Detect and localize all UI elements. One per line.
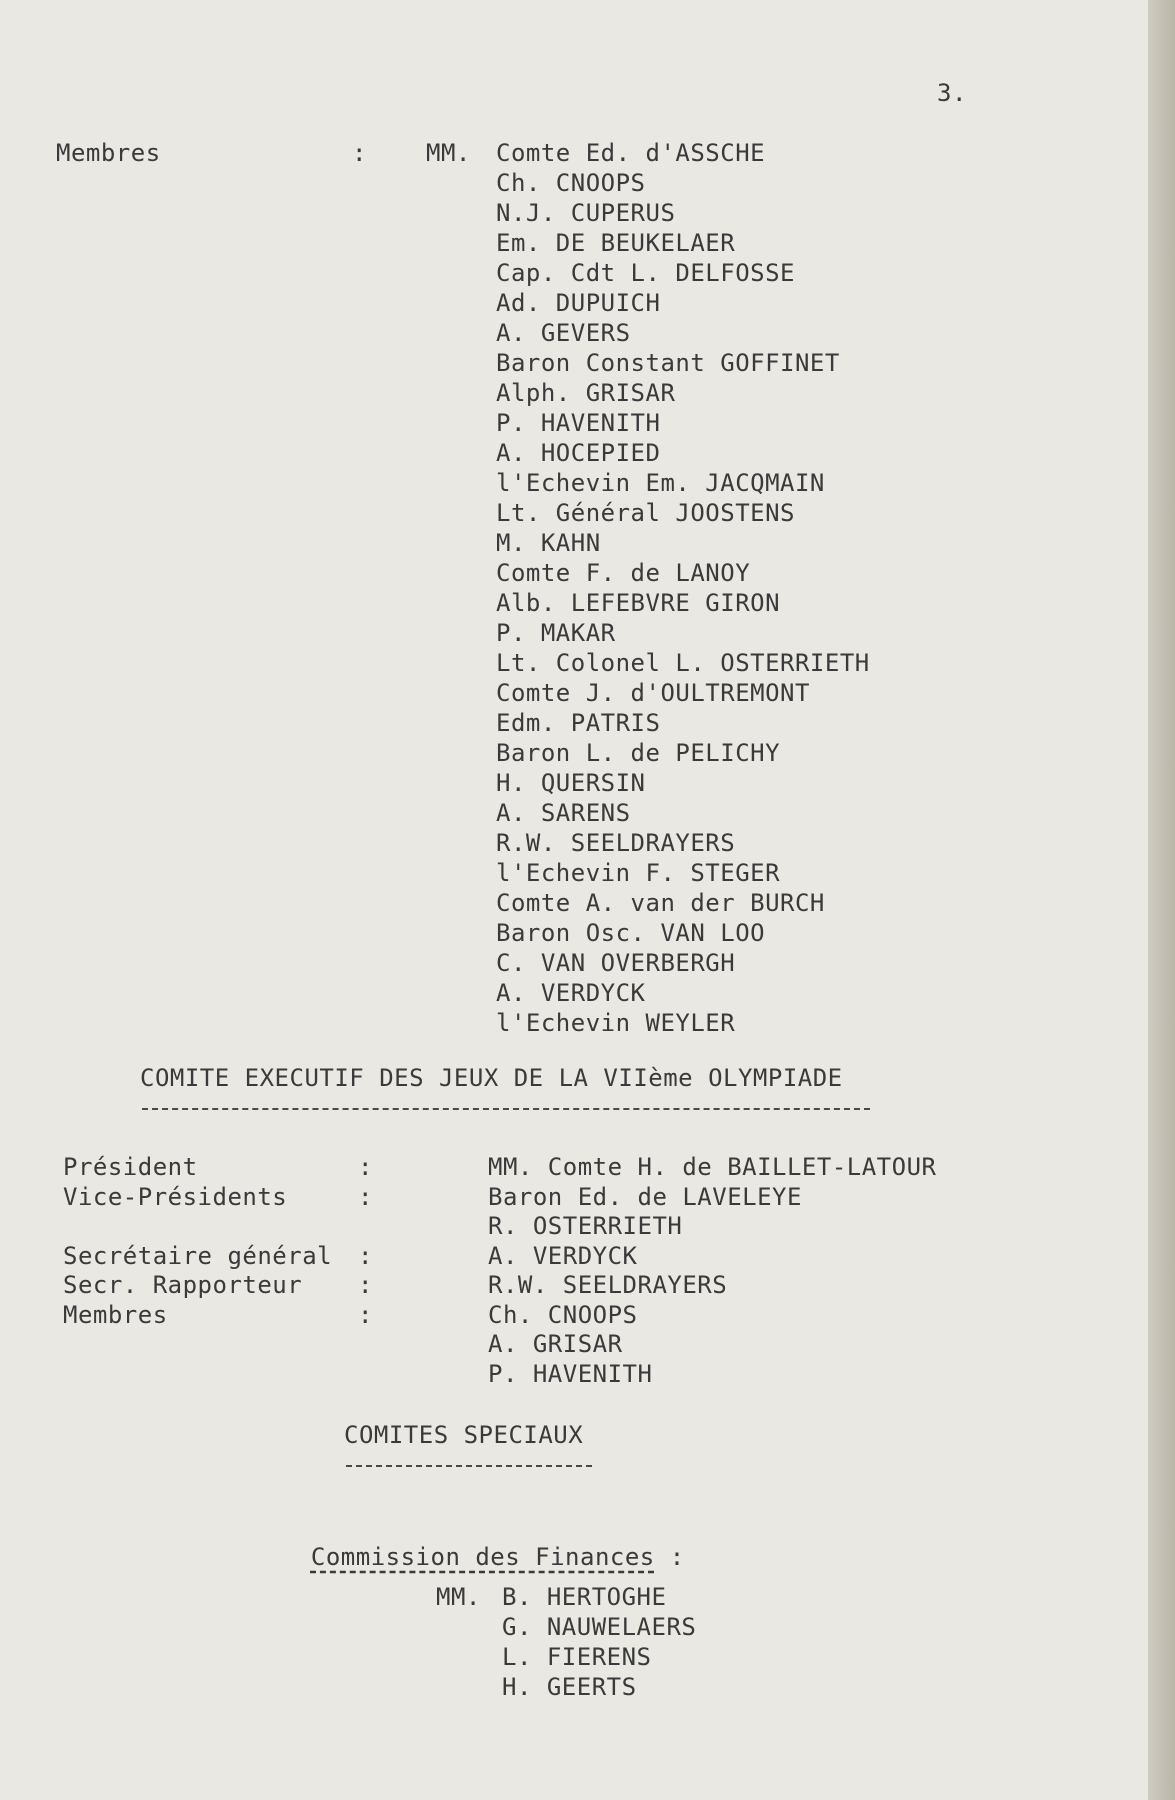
member-name: A. VERDYCK — [496, 979, 646, 1007]
executive-colon — [358, 1330, 373, 1360]
member-name: C. VAN OVERBERGH — [496, 949, 736, 977]
member-name: R.W. SEELDRAYERS — [496, 829, 736, 857]
executive-role-label — [63, 1212, 332, 1242]
executive-role-label: Vice-Présidents — [63, 1182, 288, 1211]
member-name: A. SARENS — [496, 799, 631, 827]
executive-role-label: Président — [63, 1153, 198, 1181]
member-name: Alb. LEFEBVRE GIRON — [496, 589, 781, 617]
members-label: Membres — [56, 139, 161, 167]
members-colon: : — [352, 139, 367, 167]
executive-committee-heading: COMITE EXECUTIF DES JEUX DE LA VIIème OLYMPIADE — [140, 1064, 843, 1092]
finance-heading-colon: : — [669, 1543, 685, 1571]
member-name: Baron L. de PELICHY — [496, 739, 781, 767]
executive-member-name: Baron Ed. de LAVELEYE — [488, 1182, 802, 1211]
page-edge — [1148, 0, 1175, 1800]
heading-dash-rule — [142, 1108, 870, 1110]
member-name: A. GEVERS — [496, 319, 631, 347]
finance-members-list — [502, 1582, 696, 1702]
member-name: l'Echevin Em. JACQMAIN — [496, 469, 825, 497]
member-name: Comte Ed. d'ASSCHE — [496, 139, 766, 167]
special-heading-dash-rule — [346, 1465, 592, 1467]
executive-role-label: Membres — [63, 1300, 168, 1329]
member-name: Lt. Général JOOSTENS — [496, 499, 795, 527]
member-name: N.J. CUPERUS — [496, 199, 676, 227]
executive-colon: : — [358, 1300, 373, 1329]
executive-member-name: MM. Comte H. de BAILLET-LATOUR — [488, 1153, 937, 1181]
executive-colon — [358, 1360, 373, 1390]
executive-values — [488, 1153, 936, 1389]
member-name: l'Echevin F. STEGER — [496, 859, 781, 887]
members-list — [496, 138, 870, 1038]
member-name: M. KAHN — [496, 529, 601, 557]
executive-role-label — [63, 1330, 332, 1360]
member-name: Comte A. van der BURCH — [496, 889, 825, 917]
executive-role-label: Secr. Rapporteur — [63, 1271, 303, 1299]
member-name: P. MAKAR — [496, 619, 616, 647]
member-name: l'Echevin WEYLER — [496, 1009, 736, 1037]
finance-member-name: L. FIERENS — [502, 1643, 652, 1671]
member-name: Ad. DUPUICH — [496, 289, 661, 317]
member-name: Em. DE BEUKELAER — [496, 229, 736, 257]
executive-colon: : — [358, 1153, 373, 1181]
member-name: Baron Constant GOFFINET — [496, 349, 840, 377]
executive-member-name: P. HAVENITH — [488, 1359, 653, 1388]
member-name: H. QUERSIN — [496, 769, 646, 797]
executive-colon: : — [358, 1182, 373, 1211]
special-committees-heading: COMITES SPECIAUX — [344, 1421, 584, 1449]
executive-member-name: R.W. SEELDRAYERS — [488, 1271, 728, 1299]
finance-heading-text: Commission des Finances — [310, 1543, 655, 1571]
member-name: Comte J. d'OULTREMONT — [496, 679, 810, 707]
executive-colons — [358, 1153, 373, 1389]
executive-member-name: A. VERDYCK — [488, 1241, 638, 1270]
member-name: P. HAVENITH — [496, 409, 661, 437]
member-name: Cap. Cdt L. DELFOSSE — [496, 259, 795, 287]
member-name: Comte F. de LANOY — [496, 559, 751, 587]
finance-member-name: B. HERTOGHE — [502, 1583, 667, 1611]
member-name: Alph. GRISAR — [496, 379, 676, 407]
executive-role-label — [63, 1360, 332, 1390]
finance-member-name: H. GEERTS — [502, 1673, 637, 1701]
member-name: Baron Osc. VAN LOO — [496, 919, 766, 947]
members-prefix: MM. — [426, 139, 471, 167]
executive-labels — [63, 1153, 332, 1389]
member-name: Edm. PATRIS — [496, 709, 661, 737]
executive-member-name: A. GRISAR — [488, 1330, 623, 1358]
executive-colon: : — [358, 1241, 373, 1270]
finance-commission-heading — [281, 1512, 685, 1572]
page-number: 3. — [937, 79, 967, 107]
member-name: Lt. Colonel L. OSTERRIETH — [496, 649, 870, 677]
executive-member-name: R. OSTERRIETH — [488, 1212, 683, 1240]
member-name: A. HOCEPIED — [496, 439, 661, 467]
member-name: Ch. CNOOPS — [496, 169, 646, 197]
executive-member-name: Ch. CNOOPS — [488, 1300, 638, 1329]
finance-member-name: G. NAUWELAERS — [502, 1613, 697, 1641]
finance-prefix: MM. — [436, 1583, 481, 1611]
executive-colon: : — [358, 1271, 373, 1299]
executive-role-label: Secrétaire général — [63, 1241, 333, 1270]
executive-colon — [358, 1212, 373, 1242]
